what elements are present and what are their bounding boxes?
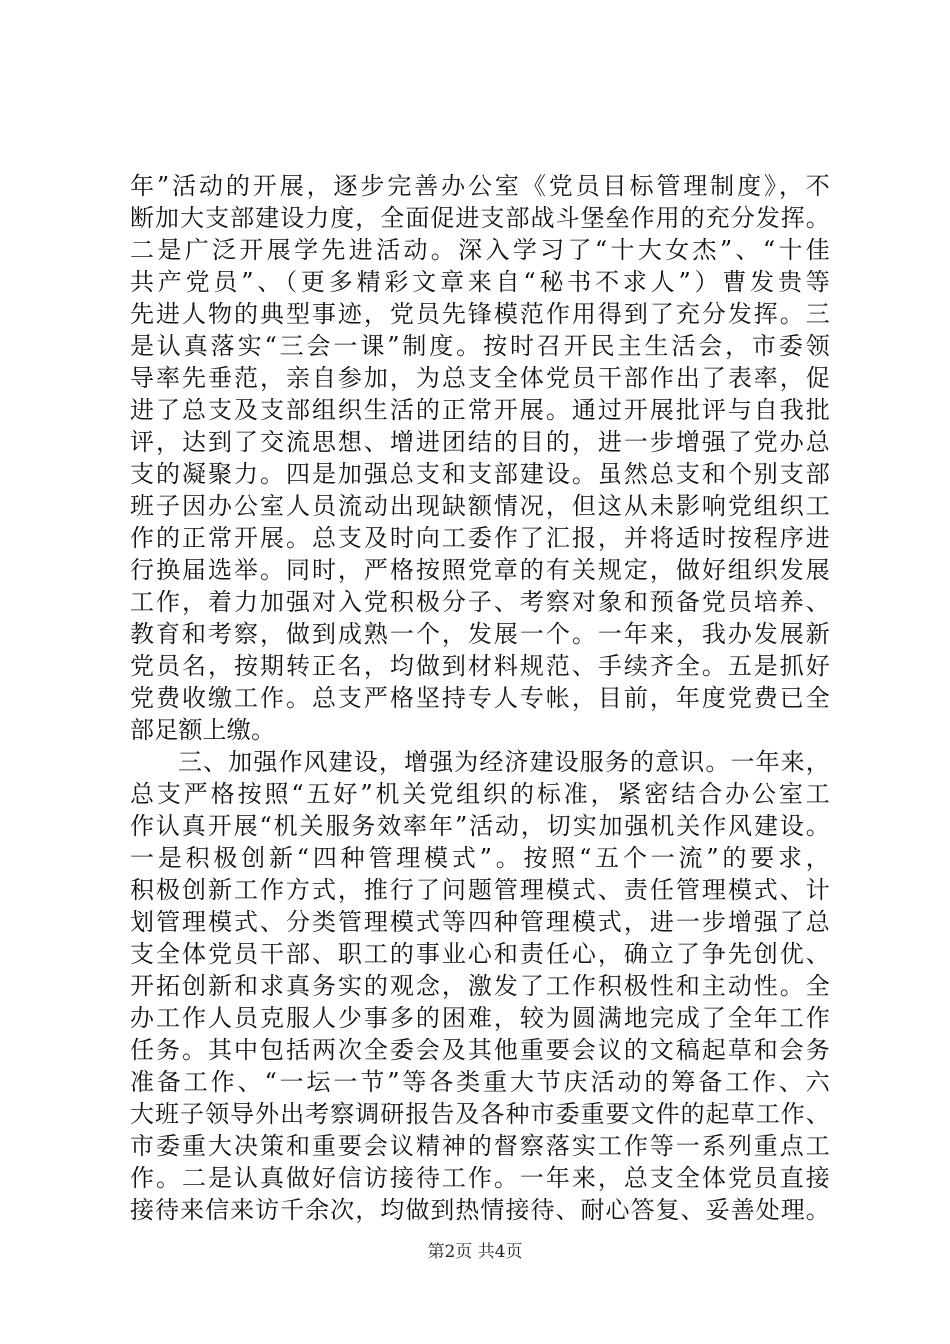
text-line: 工作，着力加强对入党积极分子、考察对象和预备党员培养、: [130, 588, 830, 616]
text-line: 一是积极创新“四种管理模式”。按照“五个一流”的要求，: [130, 844, 830, 872]
text-line: 断加大支部建设力度，全面促进支部战斗堡垒作用的充分发挥。: [130, 204, 830, 232]
text-line: 年”活动的开展，逐步完善办公室《党员目标管理制度》，不: [130, 172, 830, 200]
body-text: [130, 170, 830, 1226]
text-line: 先进人物的典型事迹，党员先锋模范作用得到了充分发挥。三: [130, 300, 830, 328]
text-line: 大班子领导外出考察调研报告及各种市委重要文件的起草工作、: [130, 1100, 830, 1128]
text-line: 接待来信来访千余次，均做到热情接待、耐心答复、妥善处理。: [130, 1196, 830, 1224]
text-line: 作。二是认真做好信访接待工作。一年来，总支全体党员直接: [130, 1164, 830, 1192]
text-line: 党费收缴工作。总支严格坚持专人专帐，目前，年度党费已全: [130, 684, 830, 712]
text-line: 部足额上缴。: [130, 716, 276, 744]
text-line: 开拓创新和求真务实的观念，激发了工作积极性和主动性。全: [130, 972, 830, 1000]
text-line: 导率先垂范，亲自参加，为总支全体党员干部作出了表率，促: [130, 364, 830, 392]
text-line: 是认真落实“三会一课”制度。按时召开民主生活会，市委领: [130, 332, 830, 360]
page-number-footer: 第2页 共4页: [427, 1242, 523, 1262]
text-line: 作认真开展“机关服务效率年”活动，切实加强机关作风建设。: [130, 812, 830, 840]
text-line: 支全体党员干部、职工的事业心和责任心，确立了争先创优、: [130, 940, 830, 968]
text-line: 任务。其中包括两次全委会及其他重要会议的文稿起草和会务: [130, 1036, 830, 1064]
text-line: 总支严格按照“五好”机关党组织的标准，紧密结合办公室工: [130, 780, 830, 808]
text-line: 积极创新工作方式，推行了问题管理模式、责任管理模式、计: [130, 876, 830, 904]
text-line: 作的正常开展。总支及时向工委作了汇报，并将适时按程序进: [130, 524, 830, 552]
text-line: 班子因办公室人员流动出现缺额情况，但这从未影响党组织工: [130, 492, 830, 520]
text-line: 二是广泛开展学先进活动。深入学习了“十大女杰”、“十佳: [130, 236, 830, 264]
text-line: 行换届选举。同时，严格按照党章的有关规定，做好组织发展: [130, 556, 830, 584]
text-line: 准备工作、“一坛一节”等各类重大节庆活动的筹备工作、六: [130, 1068, 830, 1096]
text-line: 党员名，按期转正名，均做到材料规范、手续齐全。五是抓好: [130, 652, 830, 680]
text-line: 市委重大决策和重要会议精神的督察落实工作等一系列重点工: [130, 1132, 830, 1160]
text-line: 评，达到了交流思想、增进团结的目的，进一步增强了党办总: [130, 428, 830, 456]
text-line: 支的凝聚力。四是加强总支和支部建设。虽然总支和个别支部: [130, 460, 830, 488]
text-line: 进了总支及支部组织生活的正常开展。通过开展批评与自我批: [130, 396, 830, 424]
text-line: 办工作人员克服人少事多的困难，较为圆满地完成了全年工作: [130, 1004, 830, 1032]
section-heading-line: 三、加强作风建设，增强为经济建设服务的意识。一年来，: [178, 748, 830, 776]
text-line: 划管理模式、分类管理模式等四种管理模式，进一步增强了总: [130, 908, 830, 936]
text-line: 共产党员”、（更多精彩文章来自“秘书不求人”）曹发贵等: [130, 268, 830, 296]
text-line: 教育和考察，做到成熟一个，发展一个。一年来，我办发展新: [130, 620, 830, 648]
